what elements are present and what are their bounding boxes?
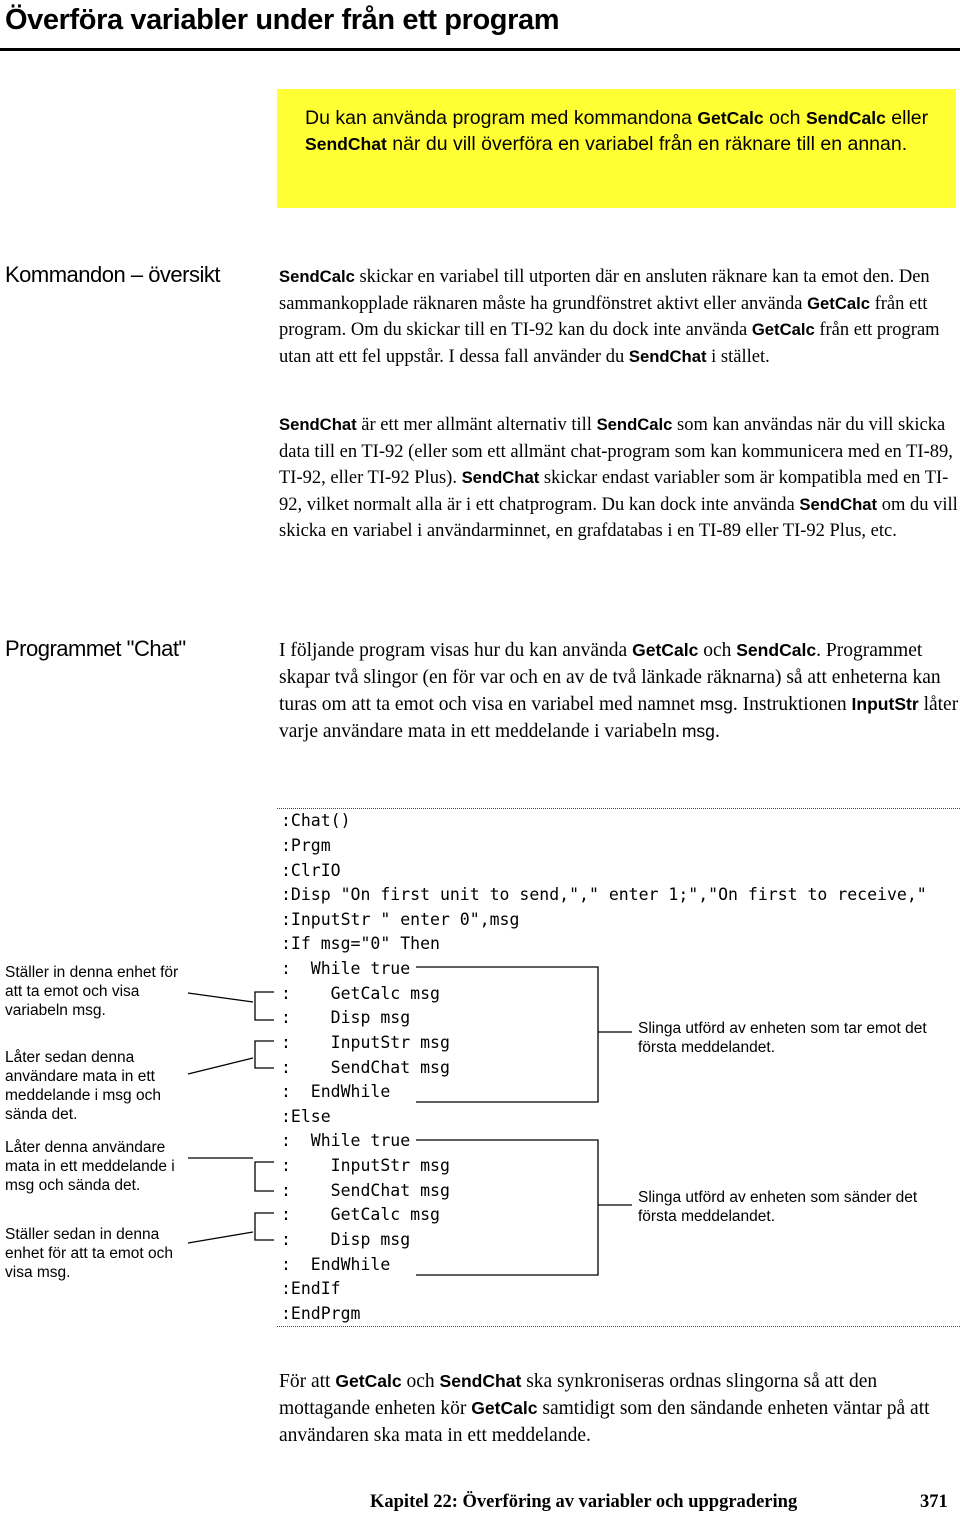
keyword: SendChat — [799, 494, 878, 514]
code-line: : InputStr msg — [281, 1156, 450, 1175]
page-title: Överföra variabler under från ett program — [5, 4, 560, 36]
intro-text: Du kan använda program med kommandona — [305, 107, 698, 129]
paragraph-text: , vilket normalt alla är i ett chatprogram. Du kan dock inte använda — [297, 494, 800, 515]
variable-name: msg — [699, 694, 733, 714]
paragraph-text: låter varje användare mata in ett meddelande i variabeln — [279, 694, 959, 742]
code-line: : While true — [281, 1131, 411, 1150]
leader-line — [188, 1232, 253, 1243]
paragraph-text: . — [714, 721, 720, 742]
paragraph-text: . Instruktionen — [732, 694, 852, 715]
paragraph-text: om du vill skicka en variabel i användarminnet, en grafdatabas i en — [279, 494, 958, 541]
variable-name: msg — [681, 721, 715, 741]
code-line: :InputStr " enter 0",msg — [281, 910, 520, 929]
paragraph-text: För att — [279, 1371, 336, 1392]
code-line: :If msg="0" Then — [281, 934, 440, 953]
paragraph-text: (eller som ett allmänt chat-program som kan kommunicera med en — [403, 441, 907, 462]
keyword: GetCalc — [751, 320, 815, 339]
bracket — [255, 992, 274, 1020]
model-name: TI-92 Plus — [367, 468, 447, 488]
intro-text: eller — [885, 107, 929, 129]
bracket — [255, 1162, 274, 1191]
keyword: GetCalc — [632, 640, 699, 660]
page-number: 371 — [920, 1492, 948, 1512]
code-line: :Disp "On first unit to send,"," enter 1;","On first to receive," — [281, 885, 927, 904]
keyword: SendChat — [439, 1371, 522, 1391]
keyword: GetCalc — [807, 293, 870, 313]
code-line: : While true — [281, 959, 411, 978]
annotation-note: Ställer sedan in denna enhet för att ta emot och visa msg. — [5, 1226, 174, 1281]
keyword: SendCalc — [596, 415, 673, 434]
paragraph-text: eller — [740, 521, 783, 541]
chat-heading: Programmet "Chat" — [5, 636, 186, 661]
paragraph-text: skickar endast variabler som är kompatibla med en — [539, 468, 925, 488]
keyword: InputStr — [851, 694, 919, 714]
overview-heading: Kommandon – översikt — [5, 262, 220, 287]
intro-text: och — [763, 107, 806, 129]
code-line: : SendChat msg — [281, 1181, 450, 1200]
paragraph-text: från ett program utan att ett fel uppstår. I dessa fall använder du — [279, 320, 940, 367]
intro-text: när du vill överföra en variabel från en räknare till en annan. — [386, 133, 908, 155]
paragraph-text: skickar en variabel till utporten där en ansluten räknare kan ta emot den. Den sammankopplade räknaren måste ha grundfönstret aktivt eller använda — [279, 267, 930, 314]
keyword: GetCalc — [335, 1371, 402, 1391]
paragraph-text: samtidigt som den sändande enheten väntar på att användaren ska mata in ett meddelande. — [279, 1398, 930, 1446]
bracket — [416, 967, 598, 1102]
keyword: SendChat — [461, 468, 540, 487]
paragraph-text: . Programmet skapar två slingor (en för var och en av de två länkade räknarna) så att enheterna kan turas om att ta emot och visa en variabel med namnet — [279, 640, 941, 715]
code-line: : Disp msg — [281, 1008, 411, 1027]
paragraph-text: , etc. — [861, 521, 897, 541]
code-line: :EndPrgm — [281, 1304, 361, 1323]
paragraph-text: som kan användas när du vill skicka data till en — [279, 415, 946, 462]
annotation-note: Låter sedan denna användare mata in ett meddelande i msg och sända det. — [5, 1049, 161, 1123]
paragraph-text: är ett mer allmänt alternativ till — [356, 415, 597, 435]
paragraph-text: och — [401, 1371, 440, 1392]
code-line: :ClrIO — [281, 861, 341, 880]
code-line: :EndIf — [281, 1279, 341, 1298]
paragraph-text: från ett program. Om du skickar till en — [279, 293, 928, 340]
leader-line — [188, 993, 253, 1002]
model-name: TI-92 — [279, 468, 949, 515]
bracket — [255, 1213, 274, 1240]
bracket — [255, 1041, 274, 1068]
paragraph-text: i stället. — [706, 346, 770, 367]
paragraph-text: ska synkroniseras ordnas slingorna så att den mottagande enheten kör — [279, 1371, 878, 1419]
code-line: : EndWhile — [281, 1082, 391, 1101]
paragraph-text: ). — [446, 468, 462, 488]
model-name: TI-92 Plus — [782, 521, 862, 541]
loop-callout: Slinga utförd av enheten som sänder det första meddelandet. — [638, 1189, 918, 1225]
annotation-note: Låter denna användare mata in ett meddelande i msg och sända det. — [5, 1139, 175, 1194]
model-name: TI-89 — [698, 521, 741, 541]
keyword: SendCalc — [736, 640, 817, 660]
code-line: :Prgm — [281, 836, 331, 855]
footer-chapter: Kapitel 22: Överföring av variabler och uppgradering — [370, 1492, 798, 1512]
paragraph-text: I följande program visas hur du kan använda — [279, 640, 633, 661]
leader-line — [188, 1058, 253, 1074]
intro-keyword: SendCalc — [805, 108, 886, 128]
model-name: TI-92 — [511, 320, 554, 340]
keyword: SendCalc — [279, 267, 355, 286]
code-line: :Else — [281, 1107, 331, 1126]
code-line: : GetCalc msg — [281, 1205, 440, 1224]
keyword: SendChat — [628, 346, 707, 366]
code-line: : SendChat msg — [281, 1058, 450, 1077]
model-name: TI-92 — [361, 441, 404, 462]
code-line: :Chat() — [281, 811, 351, 830]
paragraph-text: och — [698, 640, 737, 661]
code-line: : EndWhile — [281, 1255, 391, 1274]
model-name: TI-89, TI-92, — [279, 441, 953, 488]
intro-keyword: SendChat — [305, 134, 387, 154]
intro-keyword: GetCalc — [697, 108, 764, 128]
loop-callout: Slinga utförd av enheten som tar emot det första meddelandet. — [638, 1020, 927, 1056]
paragraph-text: kan du dock inte använda — [553, 320, 752, 340]
bracket — [416, 1140, 598, 1275]
sync-paragraph — [279, 1368, 959, 1449]
code-line: : InputStr msg — [281, 1033, 450, 1052]
code-line: : Disp msg — [281, 1230, 411, 1249]
annotation-note: Ställer in denna enhet för att ta emot och visa variabeln msg. — [5, 964, 179, 1019]
keyword: SendChat — [279, 415, 357, 434]
keyword: GetCalc — [471, 1398, 538, 1418]
code-line: : GetCalc msg — [281, 984, 440, 1003]
paragraph-text: eller — [325, 468, 368, 488]
